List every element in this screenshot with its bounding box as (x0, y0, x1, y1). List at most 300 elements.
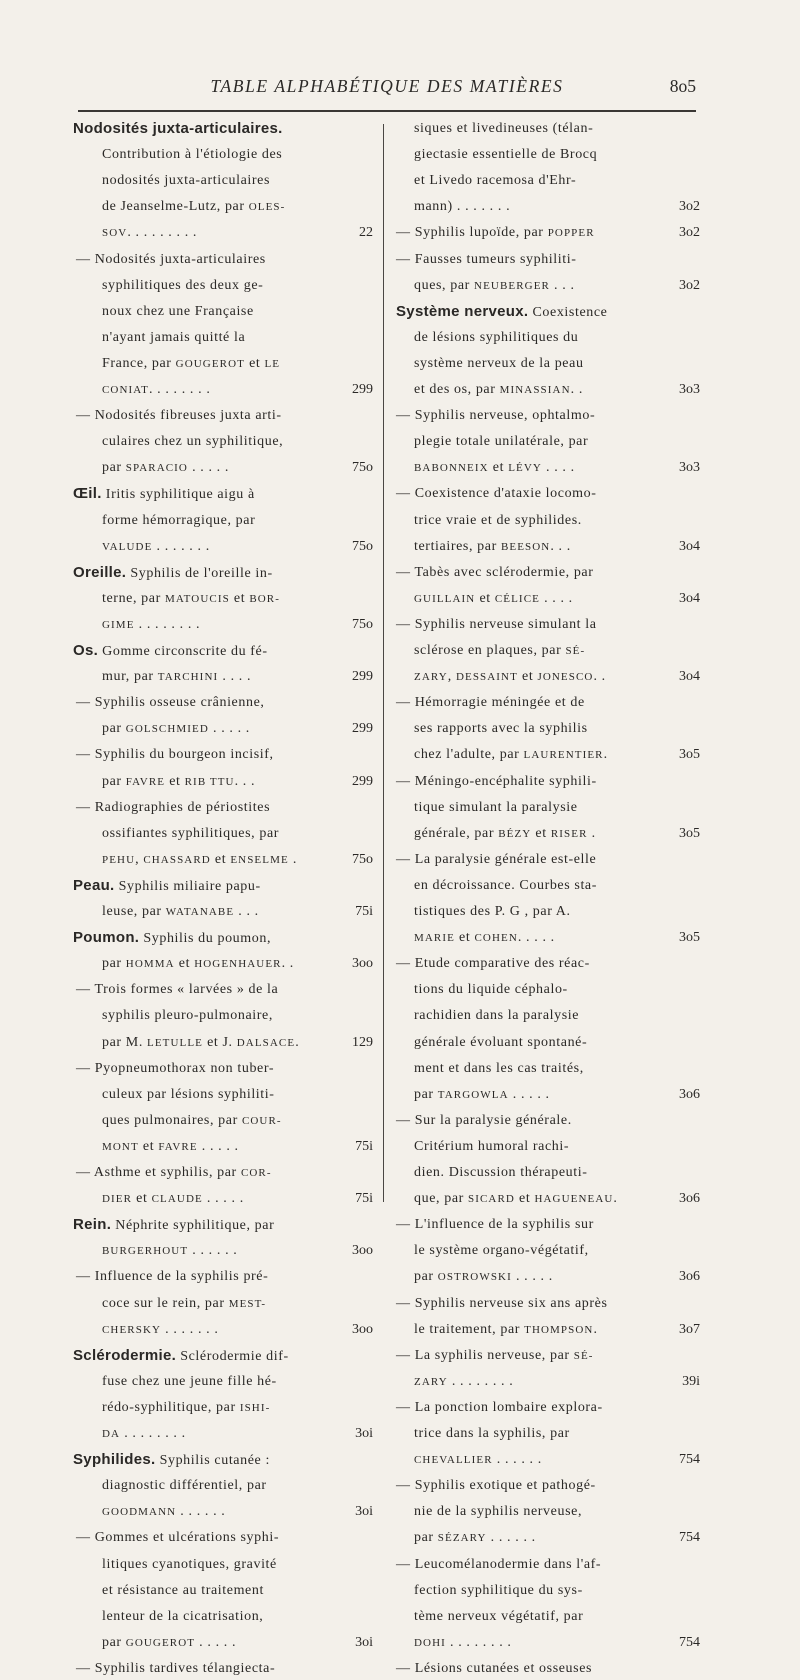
index-line (414, 1188, 618, 1210)
index-line (102, 1319, 218, 1341)
index-line (414, 823, 596, 845)
page-reference: 299 (352, 382, 373, 397)
entry-heading: Rein. (73, 1216, 112, 1234)
author-name: CLAUDE (151, 1193, 203, 1206)
entry-text: Sclérodermie dif- (176, 1348, 289, 1364)
entry-text: et (229, 590, 250, 606)
author-name: BÉZY (498, 827, 532, 840)
entry-text: et (454, 930, 475, 946)
entry-text: par (102, 1634, 126, 1650)
author-name: GOODMANN (102, 1506, 177, 1519)
entry-text: . . . . . . (188, 1243, 238, 1259)
entry-text: et (138, 1138, 159, 1154)
author-name: SÉ- (573, 1349, 594, 1362)
author-name: DIER (102, 1193, 133, 1206)
entry-text: système nerveux de la peau (414, 355, 584, 371)
entry-text: dien. Discussion thérapeuti- (414, 1165, 588, 1180)
entry-text: — Syphilis du bourgeon incisif, (76, 747, 274, 763)
author-name: HAGUENEAU (534, 1193, 614, 1206)
header-rule (78, 110, 696, 112)
entry-text: trice vraie et de syphilides. (414, 512, 582, 528)
author-name: CHERSKY (102, 1323, 162, 1336)
entry-text: culeux par lésions syphiliti- (102, 1086, 275, 1102)
index-line (76, 692, 264, 714)
entry-text: — Syphilis nerveuse six ans après (396, 1295, 608, 1311)
entry-text: . (593, 1321, 598, 1337)
index-line (102, 379, 210, 401)
entry-text: Néphrite syphilitique, par (111, 1218, 275, 1234)
index-line (396, 1293, 608, 1315)
entry-text: de Jeanselme-Lutz, par (102, 199, 249, 215)
index-line (76, 405, 282, 427)
entry-text: . . . . . . . . (134, 616, 201, 632)
entry-text: . . . (549, 277, 575, 293)
entry-text: — Tabès avec sclérodermie, par (396, 564, 594, 580)
entry-text: — Nodosités fibreuses juxta arti- (76, 408, 282, 424)
author-name: BABONNEIX (414, 462, 489, 475)
index-line (102, 536, 210, 558)
page-reference: 3o2 (679, 277, 700, 293)
entry-text: France, par (102, 355, 176, 371)
entry-text: Coexistence (528, 304, 608, 320)
index-line (414, 327, 578, 349)
author-name: TARCHINI (157, 671, 219, 684)
page-reference: 299 (352, 721, 373, 737)
entry-text: . . (281, 956, 294, 972)
index-line (76, 1162, 272, 1184)
entry-text: trice dans la syphilis, par (414, 1426, 570, 1441)
index-line (414, 1058, 584, 1080)
author-name: MONT (102, 1140, 139, 1153)
page-reference: 39i (682, 1373, 700, 1389)
entry-text: . . . . . . (486, 1530, 536, 1546)
index-line (414, 588, 573, 610)
page-reference: 299 (352, 773, 373, 789)
author-name: BOR- (249, 592, 281, 605)
index-line (414, 1005, 579, 1027)
index-line (76, 1527, 279, 1549)
column-divider (383, 124, 384, 1202)
index-line (102, 588, 280, 610)
page-reference: 3oo (352, 956, 373, 972)
entry-text: nie de la syphilis nerveuse, (414, 1504, 583, 1520)
page-reference: 75i (355, 1138, 373, 1154)
author-name: GUILLAIN (414, 592, 476, 605)
entry-text: — Influence de la syphilis pré- (76, 1269, 269, 1285)
entry-text: par (414, 1086, 438, 1102)
index-line (102, 823, 279, 845)
page-reference: 3oi (355, 1634, 373, 1650)
page-reference: 3o7 (679, 1321, 700, 1337)
entry-text: — L'influence de la syphilis sur (396, 1217, 594, 1233)
author-name: TARGOWLA (437, 1088, 509, 1101)
page-reference: 75i (355, 1191, 373, 1207)
index-line (102, 718, 250, 740)
page-reference: 75o (352, 538, 373, 554)
index-line (102, 1005, 273, 1027)
entry-text: Syphilis miliaire papu- (114, 878, 261, 894)
entry-text: . . . . . (517, 930, 555, 946)
index-line (76, 744, 274, 766)
entry-text: . . . . (539, 590, 573, 606)
entry-text: — Syphilis osseuse crânienne, (76, 695, 265, 711)
index-line (414, 196, 510, 218)
entry-text: fection syphilitique du sys- (414, 1582, 583, 1598)
index-line (102, 1293, 266, 1315)
page-reference: 3oi (355, 1504, 373, 1520)
index-line (414, 144, 597, 166)
entry-text: tions du liquide céphalo- (414, 982, 568, 998)
index-line (102, 1188, 244, 1210)
entry-text: . . . . . . . . (148, 382, 211, 397)
entry-text: de lésions syphilitiques du (414, 329, 579, 345)
index-line (414, 744, 608, 766)
entry-text: par (102, 721, 126, 737)
entry-text: terne, par (102, 590, 165, 606)
page-reference: 75o (352, 851, 373, 867)
index-line (102, 1475, 267, 1497)
entry-heading: Œil. (73, 485, 102, 503)
entry-text: culaires chez un syphilitique, (102, 434, 284, 450)
entry-text: par (102, 956, 126, 972)
page-reference: 3o4 (679, 538, 700, 554)
entry-text: — Trois formes « larvées » de la (76, 982, 279, 998)
entry-text: . (603, 747, 608, 763)
index-line (414, 1527, 536, 1549)
author-name: ZARY (414, 671, 448, 684)
author-name: GOLSCHMIED (125, 723, 209, 736)
entry-text: par (102, 460, 126, 476)
index-line (414, 875, 597, 897)
entry-text: . . . . . . . . (120, 1426, 186, 1441)
index-line (73, 1345, 289, 1367)
entry-text: syphilis pleuro-pulmonaire, (102, 1008, 273, 1024)
entry-text: — Hémorragie méningée et de (396, 695, 585, 711)
index-line (73, 1214, 274, 1236)
entry-text: . . . (550, 538, 571, 554)
index-line (102, 1580, 264, 1602)
entry-text: et (514, 1191, 535, 1207)
entry-text: . . . . . . . . (445, 1634, 512, 1650)
index-line (414, 1136, 569, 1158)
index-line (414, 1319, 598, 1341)
entry-heading: Sclérodermie. (73, 1346, 177, 1364)
page-reference: 75o (352, 616, 373, 632)
index-line (414, 1606, 583, 1628)
entry-heading: Os. (73, 642, 99, 659)
index-line (396, 1345, 594, 1367)
entry-text: Iritis syphilitique aigu à (101, 487, 255, 503)
entry-text: noux chez une Française (102, 303, 254, 319)
index-line (73, 1449, 270, 1471)
entry-text: par (414, 1530, 438, 1546)
index-line (414, 1580, 583, 1602)
index-line (102, 222, 197, 244)
entry-text: — Asthme et syphilis, par (76, 1165, 241, 1180)
page-number: 8o5 (669, 76, 696, 96)
index-line (414, 1423, 570, 1445)
author-name: HOMMA (125, 958, 175, 971)
entry-text: . . . (234, 773, 256, 789)
entry-text: ossifiantes syphilitiques, par (102, 825, 280, 841)
entry-text: le traitement, par (414, 1321, 525, 1337)
author-name: MINASSIAN (499, 384, 571, 396)
page-reference: 3o2 (679, 225, 700, 241)
entry-text: . . . . . . . . (447, 1373, 514, 1389)
index-line (414, 353, 584, 375)
index-line (396, 405, 595, 427)
index-line (414, 1371, 513, 1393)
entry-text: mann) . . . . . . . (414, 199, 511, 215)
index-line (414, 1632, 512, 1654)
entry-text: leuse, par (102, 904, 166, 919)
index-line (414, 1501, 582, 1523)
index-line (414, 1084, 550, 1106)
index-line (414, 1162, 588, 1184)
entry-text: que, par (414, 1191, 468, 1207)
index-line (73, 927, 271, 949)
index-line (102, 1084, 275, 1106)
entry-heading: Syphilides. (73, 1451, 156, 1469)
entry-text: tique simulant la paralysie (414, 799, 578, 815)
page-reference: 75o (352, 460, 373, 476)
index-line (102, 901, 259, 923)
page-reference: 754 (679, 1530, 700, 1546)
index-line (414, 797, 578, 819)
entry-text: — Etude comparative des réac- (396, 956, 590, 972)
entry-text: ques, par (414, 277, 475, 293)
running-header (78, 74, 696, 102)
index-line (396, 562, 594, 584)
index-line (102, 301, 254, 323)
entry-text: rédo-syphilitique, par (102, 1399, 240, 1415)
page-reference: 3o3 (679, 382, 700, 397)
entry-text: siques et livedineuses (télan- (414, 121, 594, 136)
entry-text: et J. (203, 1034, 237, 1050)
author-name: VALUDE (102, 540, 153, 553)
author-name: CÉLICE (494, 592, 540, 605)
entry-text: et (132, 1191, 152, 1207)
entry-heading: Nodosités juxta-articulaires. (73, 120, 283, 137)
index-line (102, 196, 285, 218)
entry-text: lenteur de la cicatrisation, (102, 1608, 264, 1624)
index-line (76, 1058, 274, 1080)
index-line (102, 614, 200, 636)
index-line (414, 640, 585, 662)
entry-text: et (165, 773, 185, 789)
index-line (102, 431, 283, 453)
entry-text: — Syphilis nerveuse, ophtalmo- (396, 408, 596, 424)
page-reference: 3o5 (679, 825, 700, 841)
index-line (396, 249, 577, 271)
entry-text: . . . . (218, 669, 252, 685)
entry-text: . . . . . (208, 721, 250, 737)
author-name: COUR- (241, 1114, 282, 1127)
entry-text: fuse chez une jeune fille hé- (102, 1373, 277, 1389)
index-line (76, 1658, 275, 1680)
entry-text: par M. (102, 1034, 148, 1050)
index-line (414, 718, 588, 740)
entry-text: par (414, 1269, 438, 1285)
index-line (102, 1632, 236, 1654)
entry-text: générale évoluant spontané- (414, 1034, 588, 1050)
page-reference: 75i (355, 904, 373, 919)
author-name: BEESON (500, 540, 551, 553)
entry-text: en décroissance. Courbes sta- (414, 877, 598, 893)
entry-text: — Lésions cutanées et osseuses (396, 1660, 593, 1676)
author-name: CHEVALLIER (414, 1454, 493, 1467)
index-line (396, 692, 585, 714)
entry-text: , (447, 669, 456, 685)
entry-text: . . . (234, 904, 259, 919)
author-name: GOUGEROT (175, 357, 245, 370)
index-line (76, 249, 266, 271)
page-reference: 129 (352, 1034, 373, 1050)
page-reference: 3o3 (679, 460, 700, 476)
entry-text: — Leucomélanodermie dans l'af- (396, 1556, 602, 1572)
author-name: BURGERHOUT (102, 1245, 189, 1258)
author-name: GIME (102, 618, 135, 631)
index-line (414, 666, 606, 688)
index-line (73, 483, 255, 505)
index-line (396, 1397, 603, 1419)
entry-text: mur, par (102, 669, 158, 685)
author-name: DESSAINT (455, 671, 518, 684)
entry-text: giectasie essentielle de Brocq (414, 147, 598, 163)
author-name: LAURENTIER (523, 749, 604, 762)
entry-text: générale, par (414, 825, 499, 841)
author-name: OLES- (248, 201, 286, 214)
entry-text: Gomme circonscrite du fé- (98, 644, 268, 659)
author-name: RIB TTU (184, 775, 235, 788)
index-line (73, 875, 261, 897)
index-line (414, 431, 588, 453)
page-reference: 299 (352, 669, 373, 685)
index-line (396, 1658, 592, 1680)
author-name: DA (102, 1428, 121, 1440)
index-line (102, 1110, 282, 1132)
index-line (102, 1606, 263, 1628)
author-name: COHEN (474, 932, 518, 945)
author-name: SOV (102, 227, 128, 240)
entry-text: et (210, 851, 231, 867)
entry-text: diagnostic différentiel, par (102, 1478, 267, 1494)
index-line (73, 118, 283, 140)
index-line (396, 301, 608, 323)
entry-text: . . (570, 382, 583, 397)
entry-text: tistiques des P. G , par A. (414, 904, 571, 919)
index-line (396, 1110, 572, 1132)
entry-text: . (613, 1191, 618, 1207)
entry-text: . (587, 825, 596, 841)
author-name: PEHU (102, 853, 136, 866)
entry-text: et des os, par (414, 382, 500, 397)
index-line (76, 797, 270, 819)
author-name: NEUBERGER (474, 279, 550, 292)
entry-text: et Livedo racemosa d'Ehr- (414, 173, 577, 189)
entry-text: ses rapports avec la syphilis (414, 721, 588, 737)
entry-text: . . . . . . . (152, 538, 210, 554)
entry-text: ques pulmonaires, par (102, 1112, 242, 1128)
index-line (414, 1266, 553, 1288)
header-title: TABLE ALPHABÉTIQUE DES MATIÈRES (210, 76, 564, 96)
entry-text: tertiaires, par (414, 538, 501, 554)
entry-text: Contribution à l'étiologie des (102, 147, 283, 163)
entry-text: — La ponction lombaire explora- (396, 1399, 603, 1415)
index-line (102, 771, 255, 793)
author-name: OSTROWSKI (437, 1271, 512, 1284)
entry-text: . . . . . . (492, 1452, 542, 1468)
entry-text: — Pyopneumothorax non tuber- (76, 1060, 275, 1076)
author-name: RISER (550, 827, 588, 840)
entry-text: Critérium humoral rachi- (414, 1138, 570, 1154)
entry-text: — Radiographies de périostites (76, 799, 271, 815)
entry-text: coce sur le rein, par (102, 1295, 229, 1311)
author-name: LE (264, 357, 281, 370)
author-name: SÉ- (565, 645, 586, 657)
entry-text: ment et dans les cas traités, (414, 1060, 584, 1076)
index-line (102, 1371, 277, 1393)
index-line (396, 614, 597, 636)
entry-text: — Sur la paralysie générale. (396, 1112, 572, 1128)
page-reference: 754 (679, 1634, 700, 1650)
index-line (414, 536, 571, 558)
index-line (414, 1032, 587, 1054)
entry-text: — Gommes et ulcérations syphi- (76, 1530, 280, 1546)
entry-text: et résistance au traitement (102, 1582, 264, 1598)
index-line (414, 510, 582, 532)
index-line (102, 1032, 299, 1054)
entry-text: . (288, 851, 297, 867)
index-line (414, 275, 575, 297)
entry-text: . . . . . (202, 1191, 244, 1207)
page-reference: 3o6 (679, 1191, 700, 1207)
author-name: FAVRE (125, 775, 166, 788)
author-name: DALSACE (236, 1036, 296, 1049)
entry-text: . . . . . (187, 460, 229, 476)
entry-text: le système organo-végétatif, (414, 1243, 589, 1259)
entry-text: et (475, 590, 495, 606)
index-line (396, 483, 597, 505)
author-name: HOGENHAUER (194, 958, 282, 971)
entry-text: — La syphilis nerveuse, par (396, 1347, 574, 1363)
page-reference: 3oo (352, 1243, 373, 1259)
index-line (102, 666, 251, 688)
entry-text: et (531, 825, 551, 841)
author-name: THOMPSON (524, 1323, 594, 1336)
entry-text: Syphilis cutanée : (155, 1453, 270, 1469)
author-name: MARIE (414, 932, 455, 945)
entry-heading: Poumon. (73, 929, 140, 947)
entry-text: . . . . . (197, 1138, 239, 1154)
entry-text: . . . . (541, 460, 575, 476)
index-line (396, 771, 597, 793)
entry-text: et (244, 355, 265, 371)
index-line (73, 640, 268, 662)
index-line (102, 457, 229, 479)
page-reference: 754 (679, 1452, 700, 1468)
entry-text: tème nerveux végétatif, par (414, 1608, 584, 1624)
index-line (102, 327, 245, 349)
entry-text: , (135, 851, 144, 867)
index-line (102, 275, 263, 297)
index-line (414, 979, 568, 1001)
entry-text: — Coexistence d'ataxie locomo- (396, 486, 597, 502)
author-name: LÉVY (508, 462, 542, 475)
entry-text: — Nodosités juxta-articulaires (76, 251, 266, 267)
entry-text: . . (593, 669, 606, 685)
author-name: ZARY (414, 1375, 448, 1388)
